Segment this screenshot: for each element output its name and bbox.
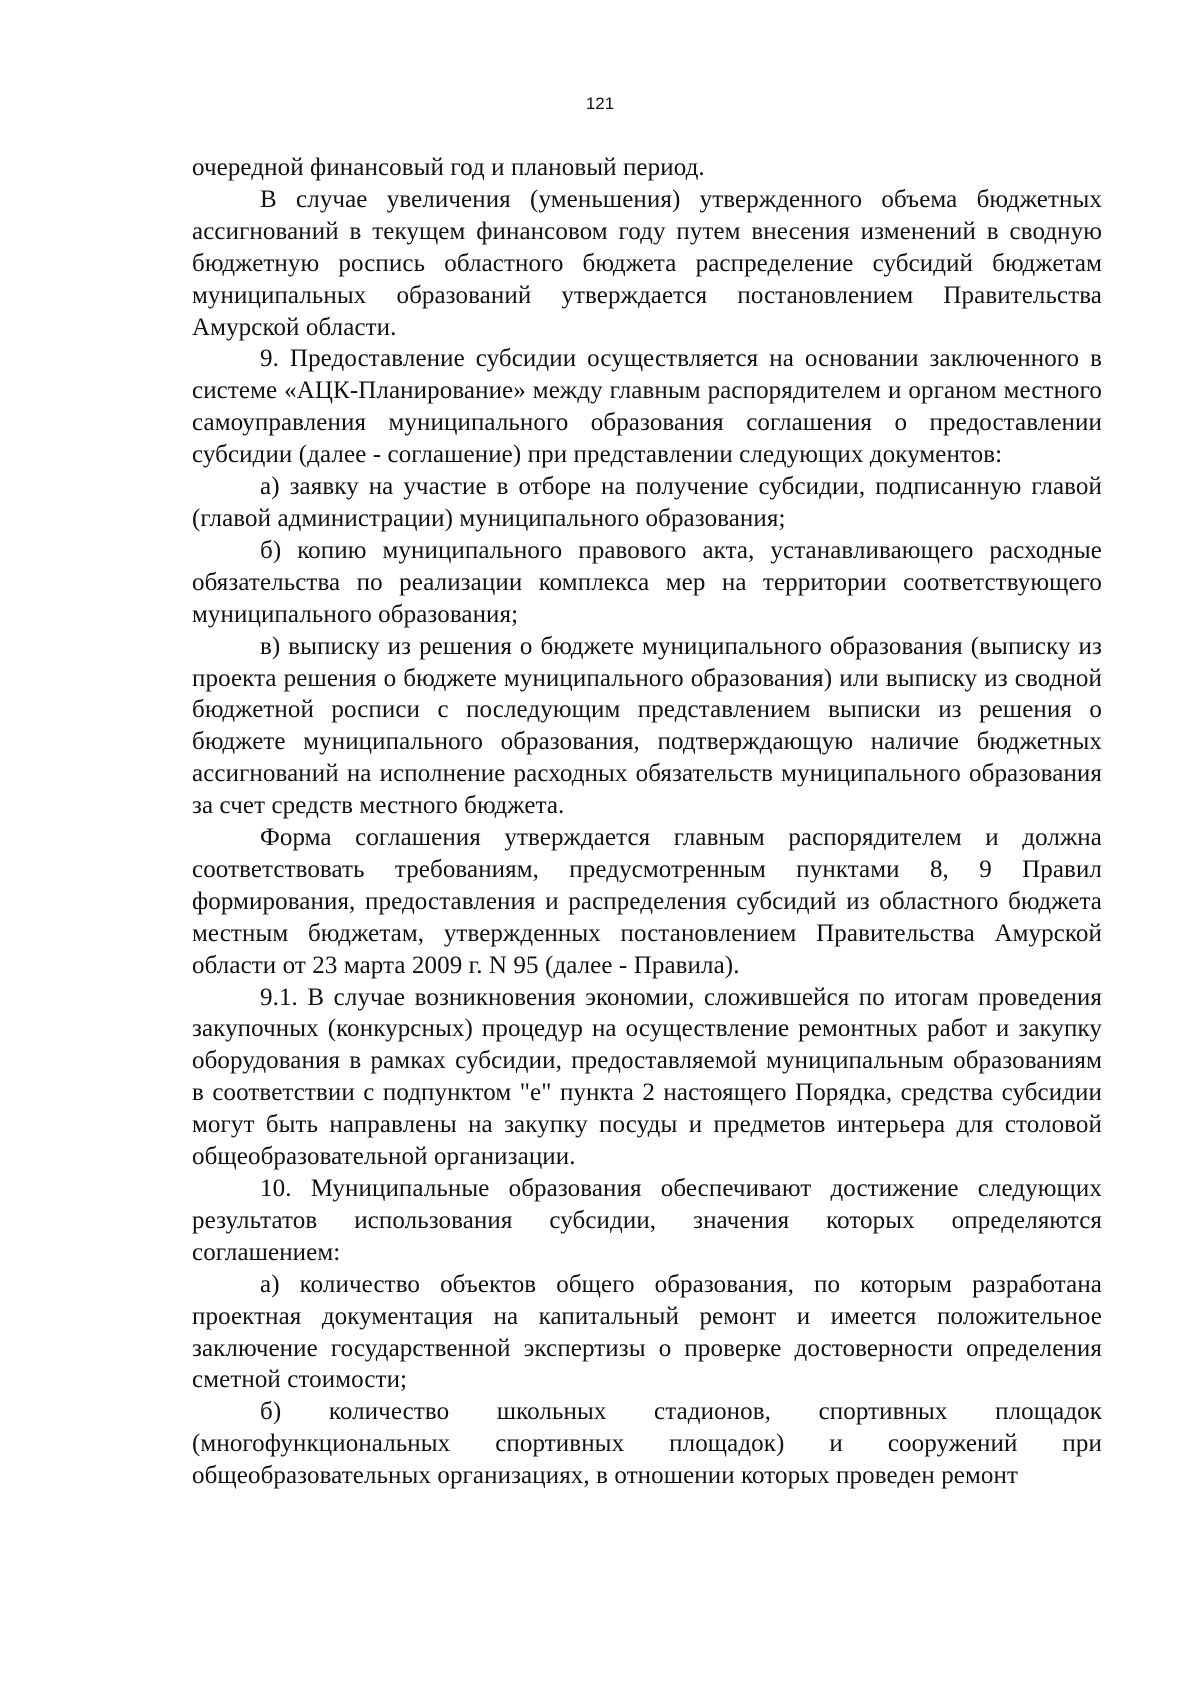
page-number: 121 [585,94,615,113]
paragraph: 9. Предоставление субсидии осуществляется на основании заключенного в системе «АЦК-Планирование» между главным распорядителем и органом местного самоуправления муниципального образования соглашения о предоставлении субсидии (далее - соглашение) при представлении следующих документов: [192,345,1102,469]
paragraph: б) копию муниципального правового акта, устанавливающего расходные обязательства по реализации комплекса мер на территории соответствующего муниципального образования; [192,536,1102,628]
paragraph: б) количество школьных стадионов, спортивных площадок (многофункциональных спортивных площадок) и сооружений при общеобразовательных организациях, в отношении которых проведен ремонт [192,1398,1102,1490]
paragraph: 10. Муниципальные образования обеспечивают достижение следующих результатов использования субсидии, значения которых определяются соглашением: [192,1175,1102,1266]
document-body [192,152,1102,1492]
paragraph: В случае увеличения (уменьшения) утвержденного объема бюджетных ассигнований в текущем финансовом году путем внесения изменений в сводную бюджетную роспись областного бюджета распределение субсидий бюджетам муниципальных образований утверждается постановлением Правительства Амурской области. [192,185,1102,341]
paragraph: 9.1. В случае возникновения экономии, сложившейся по итогам проведения закупочных (конкурсных) процедур на осуществление ремонтных работ и закупку оборудования в рамках субсидии, предоставляемой муниципальным образованиям в соответствии с подпунктом "е" пункта 2 настоящего Порядка, средства субсидии могут быть направлены на закупку посуды и предметов интерьера для столовой общеобразовательной организации. [192,983,1102,1171]
paragraph: в) выписку из решения о бюджете муниципального образования (выписку из проекта решения о бюджете муниципального образования) или выписку из сводной бюджетной росписи с последующим представлением выписки из решения о бюджете муниципального образования, подтверждающую наличие бюджетных ассигнований на исполнение расходных обязательств муниципального образования за счет средств местного бюджета. [192,632,1102,820]
paragraph: а) количество объектов общего образования, по которым разработана проектная документация на капитальный ремонт и имеется положительное заключение государственной экспертизы о проверке достоверности определения сметной стоимости; [192,1270,1102,1394]
paragraph: очередной финансовый год и плановый период. [192,154,705,181]
paragraph: а) заявку на участие в отборе на получение субсидии, подписанную главой (главой администрации) муниципального образования; [192,473,1102,532]
paragraph: Форма соглашения утверждается главным распорядителем и должна соответствовать требованиям, предусмотренным пунктами 8, 9 Правил формирования, предоставления и распределения субсидий из областного бюджета местным бюджетам, утвержденных постановлением Правительства Амурской области от 23 марта 2009 г. N 95 (далее - Правила). [192,824,1102,979]
